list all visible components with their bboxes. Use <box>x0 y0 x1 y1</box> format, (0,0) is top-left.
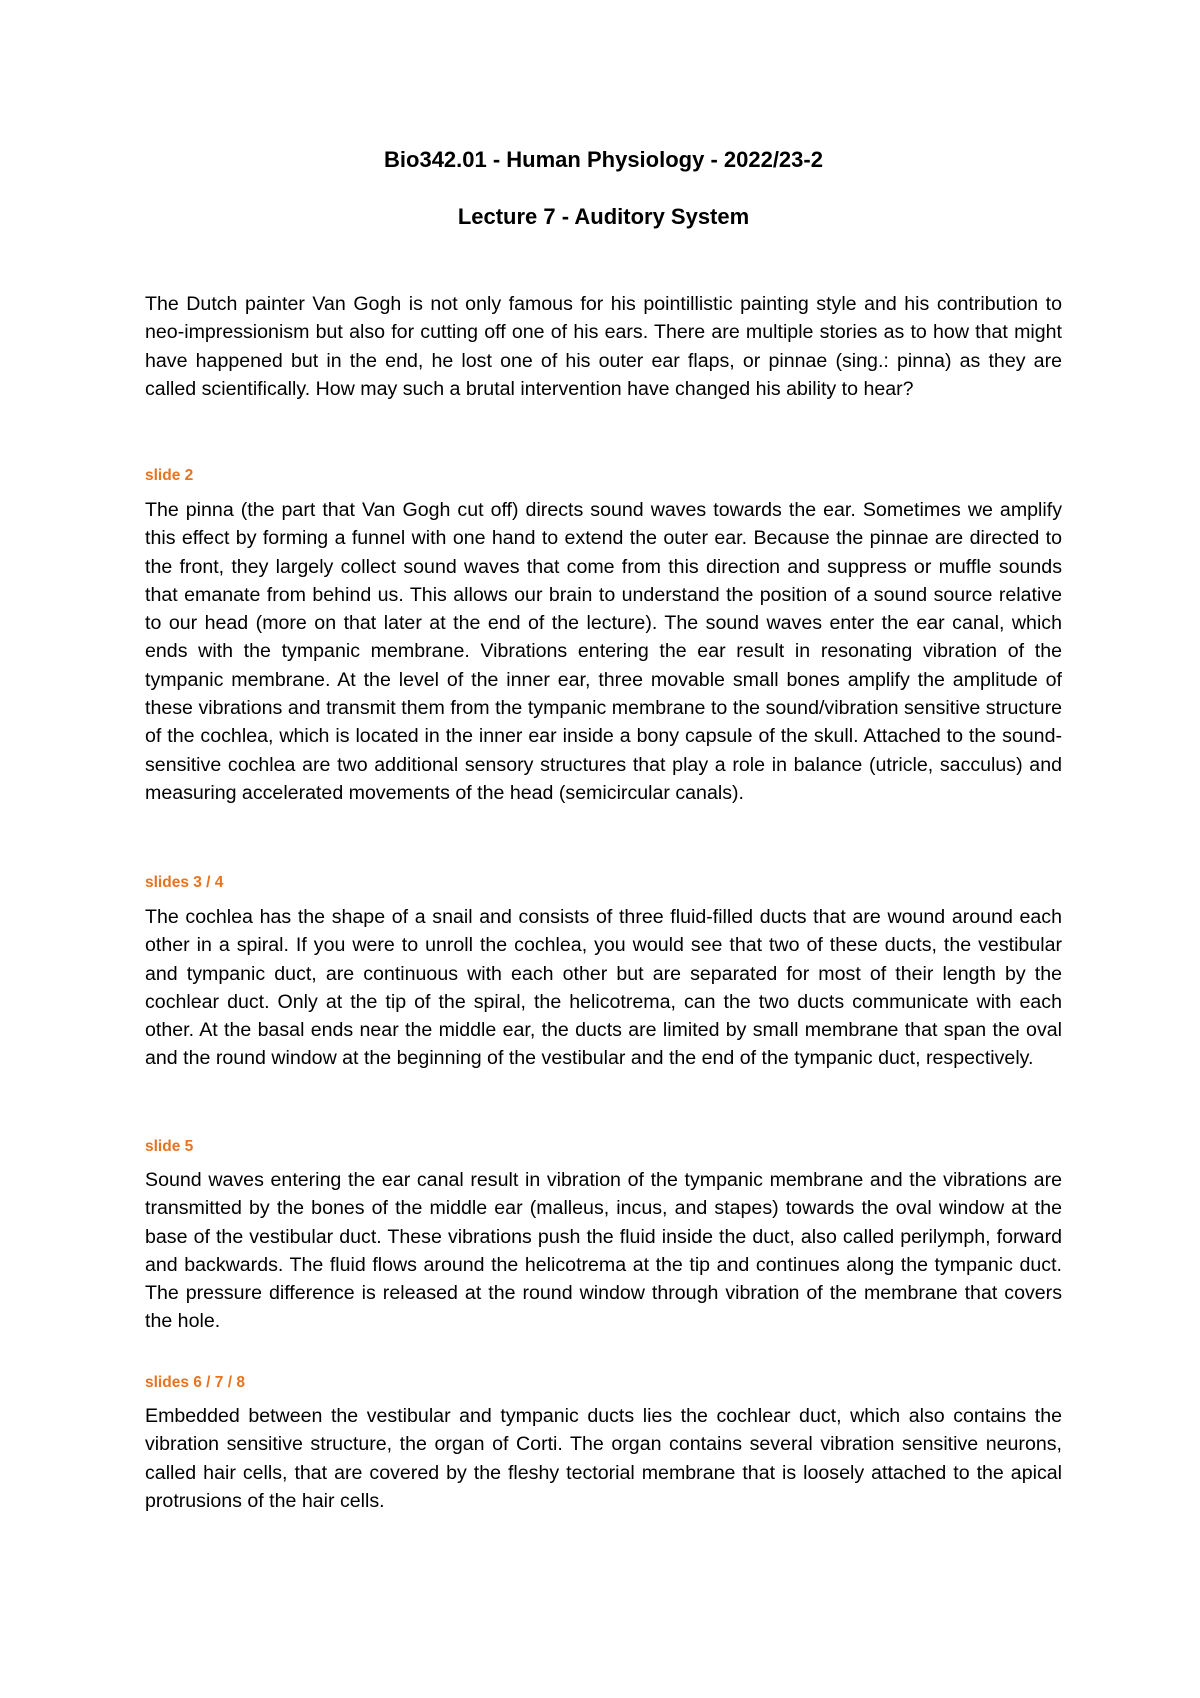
intro-paragraph: The Dutch painter Van Gogh is not only famous for his pointillistic painting style and his contribution to neo-impressionism but also for cutting off one of his ears. There are multiple stories as to how that might have happened but in the end, he lost one of his outer ear flaps, or pinnae (sing.: pinna) as they are called scientifically. How may such a brutal intervention have changed his ability to hear? <box>145 293 1062 400</box>
course-title: Bio342.01 - Human Physiology - 2022/23-2 <box>384 147 823 172</box>
lecture-title: Lecture 7 - Auditory System <box>457 204 750 229</box>
section-paragraph-slides-6-7-8: Embedded between the vestibular and tympanic ducts lies the cochlear duct, which also contains the vibration sensitive structure, the organ of Corti. The organ contains several vibration sensitive neurons, called hair cells, that are covered by the fleshy tectorial membrane that is loosely attached to the apical protrusions of the hair cells. <box>145 1405 1062 1512</box>
slide-label-6-7-8: slides 6 / 7 / 8 <box>145 1374 245 1391</box>
slide-label-2: slide 2 <box>145 467 194 484</box>
section-paragraph-slides-3-4: The cochlea has the shape of a snail and consists of three fluid-filled ducts that are wound around each other in a spiral. If you were to unroll the cochlea, you would see that two of these ducts, the vestibular and tympanic duct, are continuous with each other but are separated for most of their length by the cochlear duct. Only at the tip of the spiral, the helicotrema, can the two ducts communicate with each other. At the basal ends near the middle ear, the ducts are limited by small membrane that span the oval and the round window at the beginning of the vestibular and the end of the tympanic duct, respectively. <box>145 906 1062 1070</box>
slide-label-3-4: slides 3 / 4 <box>145 874 224 891</box>
section-paragraph-slide-5: Sound waves entering the ear canal result in vibration of the tympanic membrane and the vibrations are transmitted by the bones of the middle ear (malleus, incus, and stapes) towards the oval window at the base of the vestibular duct. These vibrations push the fluid inside the duct, also called perilymph, forward and backwards. The fluid flows around the helicotrema at the tip and continues along the tympanic duct. The pressure difference is released at the round window through vibration of the membrane that covers the hole. <box>145 1169 1062 1333</box>
slide-label-5: slide 5 <box>145 1138 194 1155</box>
section-paragraph-slide-2: The pinna (the part that Van Gogh cut off) directs sound waves towards the ear. Sometimes we amplify this effect by forming a funnel with one hand to extend the outer ear. Because the pinnae are directed to the front, they largely collect sound waves that come from this direction and suppress or muffle sounds that emanate from behind us. This allows our brain to understand the position of a sound source relative to our head (more on that later at the end of the lecture). The sound waves enter the ear canal, which ends with the tympanic membrane. Vibrations entering the ear result in resonating vibration of the tympanic membrane. At the level of the inner ear, three movable small bones amplify the amplitude of these vibrations and transmit them from the tympanic membrane to the sound/vibration sensitive structure of the cochlea, which is located in the inner ear inside a bony capsule of the skull. Attached to the sound-sensitive cochlea are two additional sensory structures that play a role in balance (utricle, sacculus) and measuring accelerated movements of the head (semicircular canals). <box>145 499 1062 804</box>
